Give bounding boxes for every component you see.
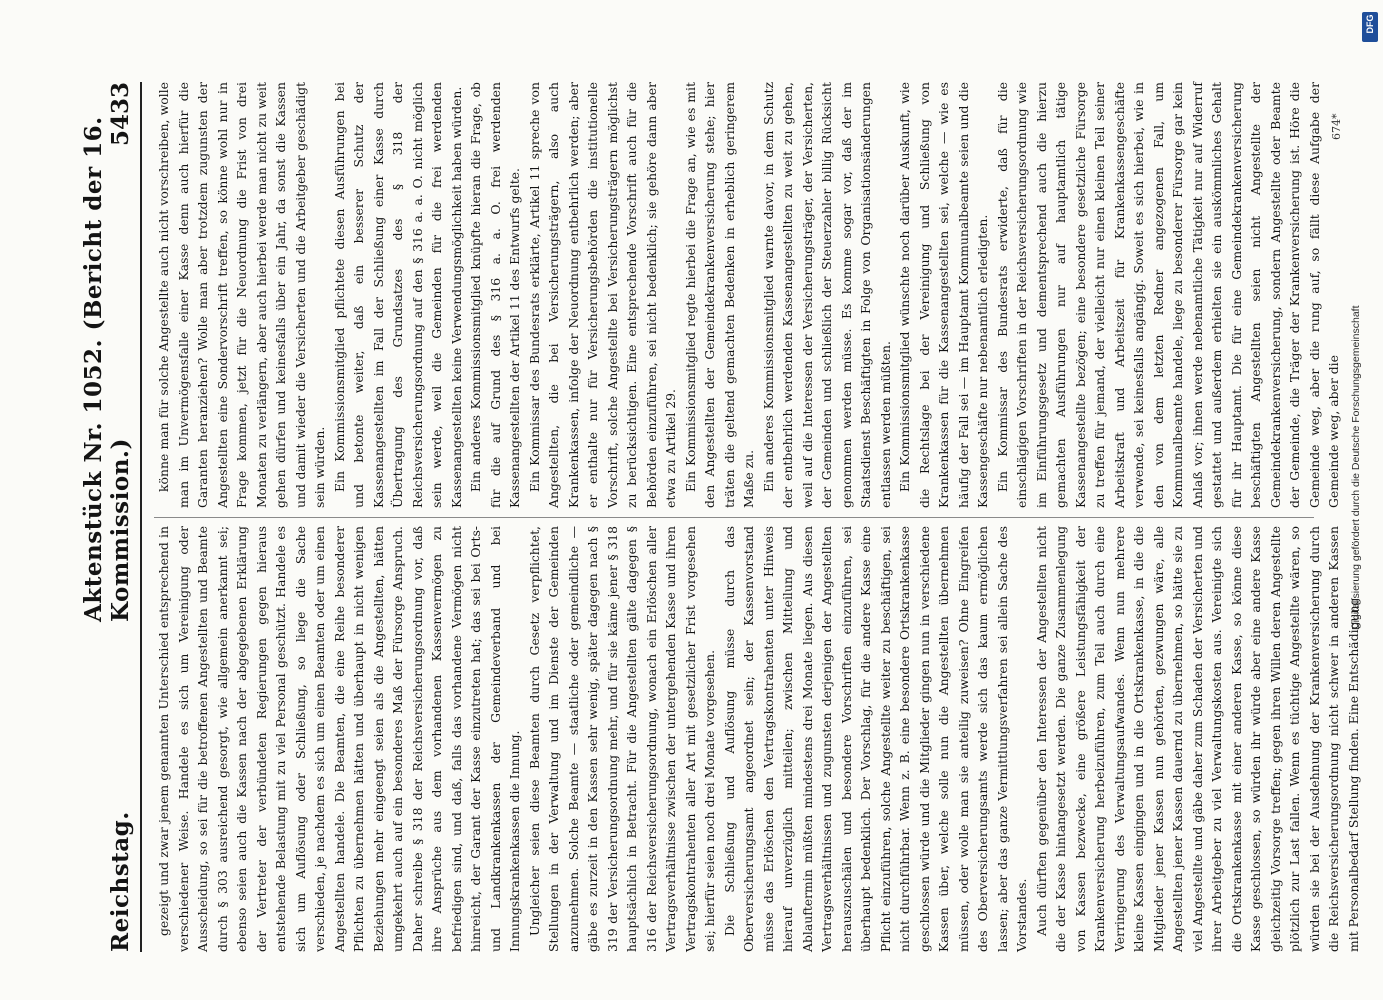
paragraph: Die Schließung und Auflösung müsse durch das Oberversicherungsamt angeordnet sein; der Kassenvorstand müsse das Erlöschen den Vertragskontrahenten unter Hinweis hierauf unverzüglich mitteilen; zwischen Mitteilung und Ablauftermin müßten mindestens drei Monate liegen. Aus diesen Vertragsverhältnissen und zugunsten derjenigen der Angestellten herauszuschälen und besondere Vorschriften einzuführen, sei überhaupt bedenklich. Der Vorschlag, für die andere Kasse eine Pflicht einzuführen, solche Angestellte weiter zu beschäftigen, sei nicht durchführbar. Wenn z. B. eine besondere Ortskrankenkasse geschlossen würde und die Mitglieder gingen nun in verschiedene Kassen über, welche solle nun die Angestellten übernehmen müssen, oder wolle man sie anteilig zuweisen? Ohne Eingreifen des Oberversicherungsamts werde sich das kaum ermöglichen lassen; aber das ganze Vermittlungsverfahren sei allein Sache des Vorstandes. — [721, 526, 1029, 952]
paragraph: Auch dürften gegenüber den Interessen der Angestellten nicht die der Kasse hintangesetzt werden. Die ganze Zusammenlegung von Kassen bezwecke, eine größere Leistungsfähigkeit der Krankenversicherung herbeizuführen, zum Teil auch durch eine Verringerung des Verwaltungsaufwandes. Wenn nun mehrere kleine Kassen eingingen und in die Ortskrankenkasse, in die die Mitglieder jener Kassen nun gehörten, gezwungen wäre, alle Angestellten jener Kassen dauernd zu übernehmen, so hätte sie zu viel Angestellte und gäbe daher zum Schaden der Versicherten und ihrer Arbeitgeber zu viel Verwaltungskosten aus. Vereinigte sich die Ortskrankenkasse mit einer anderen Kasse, so könne diese Kasse geschlossen, so würden ihr würde aber eine andere Kasse gleichzeitig Vorsorge treffen; gegen ihren Willen deren Angestellte plötzlich zur Last fallen. Wenn es tüchtige Angestellte wären, so würden sie bei der Ausdehnung der Krankenversicherung durch die Reichsversicherungsordnung nicht schwer in anderen Kassen mit Personalbedarf Stellung finden. Eine Entschädigung — [1033, 526, 1361, 952]
paragraph: Ein anderes Kommissionsmitglied warnte davor, in dem Schutz der entbehrlich werdenden Kassenangestellten zu weit zu gehen, weil auf die Interessen der Versicherungsträger, der Versicherten, der Gemeinden und schließlich der Steuerzahler billig Rücksicht genommen werden müsse. Es komme sogar vor, daß der im Staatsdienst Beschäftigten in Folge von Organisationsänderungen entlassen werden müßten. — [760, 82, 893, 508]
dfg-logo-label: DFG — [1365, 14, 1375, 34]
column-divider — [154, 517, 1314, 518]
paragraph: Ein Kommissionsmitglied regte hierbei die Frage an, wie es mit den Angestellten der Gemeindekrankenversicherung stehe; hier träten die geltend gemachten Bedenken in erheblich geringerem Maße zu. — [682, 82, 756, 508]
paragraph: gezeigt und zwar jenem genannten Unterschied entsprechend in verschiedener Weise. Handele es sich um Vereinigung oder Ausscheidung, so sei für die betroffenen Angestellten und Beamte durch § 303 ausreichend gesorgt, wie allgemein anerkannt sei; ebenso seien auch die Kassen nach der abgegebenen Erklärung der Vertreter der verbündeten Regierungen gegen hieraus entstehende Belastung mit zu viel Personal geschützt. Handele es sich um Auflösung oder Schließung, so liege die Sache verschieden, je nachdem es sich um einen Beamten oder um einen Angestellten handele. Die Beamten, die eine Reihe besonderer Pflichten zu übernehmen hätten und überhaupt in nicht wenigen Beziehungen mehr eingeengt seien als die Angestellten, hätten umgekehrt auch auf ein besonderes Maß der Fürsorge Anspruch. Daher schreibe § 318 der Reichsversicherungsordnung vor, daß ihre Ansprüche aus dem vorhandenen Kassenvermögen zu befriedigen sind, und daß, falls das vorhandene Vermögen nicht hinreicht, der Garant der Kasse einzutreten hat; das sei bei Orts- und Landkrankenkassen der Gemeindeverband und bei Innungskrankenkassen die Innung. — [156, 526, 522, 952]
text-column-left — [154, 526, 1361, 952]
paragraph: Ungleicher seien diese Beamten durch Gesetz verpflichtet, Stellungen in der Verwaltung und im Dienste der Gemeinden anzunehmen. Solche Beamte — staatliche oder gemeindliche — gäbe es zurzeit in den Kassen sehr wenig, später dagegen nach § 319 der Versicherungsordnung mehr, und für sie käme jener § 318 hauptsächlich in Betracht. Für die Angestellten gälte dagegen § 316 der Reichsversicherungsordnung, wonach ein Erlöschen aller Vertragsverhältnisse zwischen der untergehenden Kasse und ihren Vertragskontrahenten aller Art mit gesetzlicher Frist vorgesehen sei; hierfür seien noch drei Monate vorgesehen. — [526, 526, 717, 952]
paragraph: Ein anderes Kommissionsmitglied knüpfte hieran die Frage, ob für die auf Grund des § 316 a. a. O. frei werdenden Kassenangestellten der Artikel 11 des Entwurfs gelte. — [468, 82, 522, 508]
dfg-funding-note: Digitalisierung gefördert durch die Deutsche Forschungsgemeinschaft — [1350, 305, 1362, 630]
paragraph: Ein Kommissar des Bundesrats erklärte, Artikel 11 spreche von Angestellten, die bei Versicherungsträgern, also auch Krankenkassen, infolge der Neuordnung entbehrlich werden; aber er enthalte nur für Versicherungsbehörden die institutionelle Vorschrift, solche Angestellte bei Versicherungsträgern möglichst zu berücksichtigen. Eine entsprechende Vorschrift auch für die Behörden einzuführen, sei nicht bedenklich; sie gehöre dann aber etwa zu Artikel 29. — [526, 82, 678, 508]
paragraph: Ein Kommissionsmitglied wünschte noch darüber Auskunft, wie die Rechtslage bei der Vereinigung und Schließung von Krankenkassen für die Kassenangestellten sei, welche — wie es häufig der Fall sei — im Hauptamt Kommunalbeamte seien und die Kassengeschäfte nur nebenamtlich erledigten. — [897, 82, 990, 508]
dfg-logo-icon — [1362, 12, 1378, 42]
header-document-number: Aktenstück Nr. 1052. (Bericht der 16. Kommission.) — [80, 116, 134, 622]
paragraph: Ein Kommissar des Bundesrats erwiderte, daß für die einschlägigen Vorschriften in der Reichsversicherungsordnung wie im Einführungsgesetz und dementsprechend auch die hierzu gemachten Ausführungen nur auf hauptamtlich tätige Kassenangestellte bezögen; eine besondere gesetzliche Fürsorge zu treffen für jemand, der vielleicht nur einen kleinen Teil seiner Arbeitskraft und Arbeitszeit für Krankenkassengeschäfte verwende, sei keinesfalls angängig. Soweit es sich hierbei, wie in den von dem letzten Redner angezogenen Fall, um Kommunalbeamte handele, liege zu besonderer Fürsorge gar kein Anlaß vor; ihnen werde nebenamtliche Tätigkeit nur auf Widerruf gestattet und außerdem erhielten sie ein auskömmliches Gehalt für ihr Hauptamt. Die für eine Gemeindekrankenversicherung beschäftigten Angestellten seien nicht Angestellte der Gemeindekrankenversicherung, sondern Angestellte oder Beamte der Gemeinde, die Träger der Krankenversicherung ist. Höre die Gemeinde weg, aber die rung auf, so fällt diese Aufgabe der Gemeinde weg, aber die — [994, 82, 1341, 508]
header-page-number: 5433 — [107, 82, 134, 147]
header-left-title: Reichstag. — [107, 811, 134, 952]
paragraph: Ein Kommissionsmitglied pflichtete diesen Ausführungen bei und betonte weiter, daß ein besserer Schutz der Kassenangestellten im Fall der Schließung einer Kasse durch Übertragung des Grundsatzes des § 318 der Reichsversicherungsordnung auf den § 316 a. a. O. nicht möglich sein werde, weil die Gemeinden für die frei werdenden Kassenangestellten keine Verwendungsmöglichkeit haben würden. — [331, 82, 464, 508]
page-sigil: 674* — [1330, 113, 1343, 140]
page-header — [80, 82, 142, 952]
paragraph: könne man für solche Angestellte auch nicht vorschreiben, wolle man im Unvermögensfalle einer Kasse denn auch hierfür die Garanten heranziehen? Wolle man aber trotzdem zugunsten der Angestellten eine Sondervorschrift treffen, so könne wohl nur in Frage kommen, jetzt für die Neuordnung die Frist von drei Monaten zu verlängern, aber auch hierbei werde man nicht zu weit gehen dürfen und keinesfalls über ein Jahr, da sonst die Kassen und damit wieder die Versicherten und die Arbeitgeber geschädigt sein würden. — [156, 82, 327, 508]
